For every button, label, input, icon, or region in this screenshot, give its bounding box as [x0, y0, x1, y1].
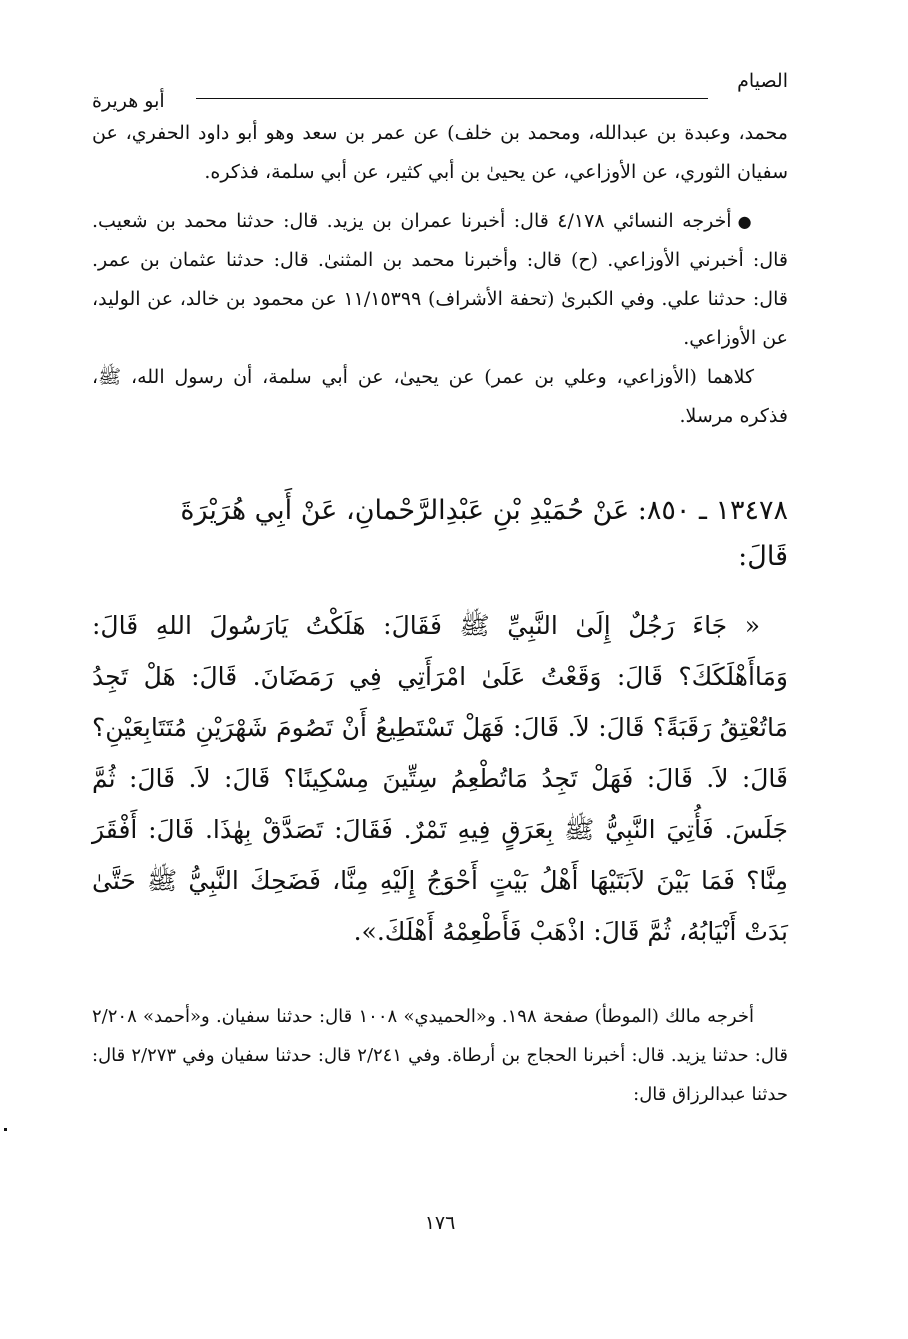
running-header — [92, 62, 788, 112]
hadith-number-chain: ١٣٤٧٨ ـ ٨٥٠: عَنْ حُمَيْدِ بْنِ عَبْدِالرَّحْمانِ، عَنْ أَبِي هُرَيْرَةَ — [180, 495, 788, 526]
scan-edge-mark — [4, 1128, 7, 1131]
narrator-title: أبو هريرة — [92, 90, 165, 112]
nasai-paragraph — [92, 202, 788, 358]
continuation-paragraph: محمد، وعبدة بن عبدالله، ومحمد بن خلف) عن عمر بن سعد وهو أبو داود الحفري، عن سفيان الثوري، عن الأوزاعي، عن يحيىٰ بن أبي كثير، عن أبي سلمة، فذكره. — [92, 122, 788, 183]
takhrij-paragraph: أخرجه مالك (الموطأ) صفحة ١٩٨. و«الحميدي» ١٠٠٨ قال: حدثنا سفيان. و«أحمد» ٢/٢٠٨ قال: حدثنا يزيد. قال: أخبرنا الحجاج بن أرطاة. وفي ٢/٢٤١ قال: حدثنا سفيان وفي ٢/٢٧٣ قال: حدثنا عبدالرزاق قال: — [92, 1006, 789, 1105]
page-number: ١٧٦ — [424, 1212, 456, 1234]
chapter-title: الصيام — [737, 70, 788, 92]
summary-paragraph: كلاهما (الأوزاعي، وعلي بن عمر) عن يحيىٰ، عن أبي سلمة، أن رسول الله، ﷺ، فذكره مرسلا. — [92, 366, 788, 427]
nasai-text: أخرجه النسائي ٤/١٧٨ قال: أخبرنا عمران بن يزيد. قال: حدثنا محمد بن شعيب. قال: أخبرني الأوزاعي. (ح) قال: وأخبرنا محمد بن المثنىٰ. قال: حدثنا عثمان بن عمر. قال: حدثنا علي. وفي الكبرىٰ (تحفة الأشراف) ١١/١٥٣٩٩ عن محمود بن خالد، عن الوليد، عن الأوزاعي. — [92, 210, 788, 349]
hadith-heading — [92, 488, 788, 580]
header-rule — [196, 98, 708, 99]
hadith-text: « جَاءَ رَجُلٌ إِلَىٰ النَّبِيِّ ﷺ فَقَالَ: هَلَكْتُ يَارَسُولَ اللهِ قَالَ: وَمَاأَهْلَكَكَ؟ قَالَ: وَقَعْتُ عَلَىٰ امْرَأَتِي فِي رَمَضَانَ. قَالَ: هَلْ تَجِدُ مَاتُعْتِقُ رَقَبَةً؟ قَالَ: لاَ. قَالَ: فَهَلْ تَسْتَطِيعُ أَنْ تَصُومَ شَهْرَيْنِ مُتَتَابِعَيْنِ؟ قَالَ: لاَ. قَالَ: فَهَلْ تَجِدُ مَاتُطْعِمُ سِتِّينَ مِسْكِينًا؟ قَالَ: لاَ. قَالَ: ثُمَّ جَلَسَ. فَأُتِيَ النَّبِيُّ ﷺ بِعَرَقٍ فِيهِ تَمْرٌ. فَقَالَ: تَصَدَّقْ بِهٰذَا. قَالَ: أَفْقَرَ مِنَّا؟ فَمَا بَيْنَ لاَبَتَيْهَا أَهْلُ بَيْتٍ أَحْوَجُ إِلَيْهِ مِنَّا، فَضَحِكَ النَّبِيُّ ﷺ حَتَّىٰ بَدَتْ أَنْيَابُهُ، ثُمَّ قَالَ: اذْهَبْ فَأَطْعِمْهُ أَهْلَكَ.». — [92, 611, 788, 946]
bullet-icon: ● — [737, 212, 754, 231]
book-page — [92, 62, 788, 1262]
hadith-qala: قَالَ: — [738, 541, 788, 572]
